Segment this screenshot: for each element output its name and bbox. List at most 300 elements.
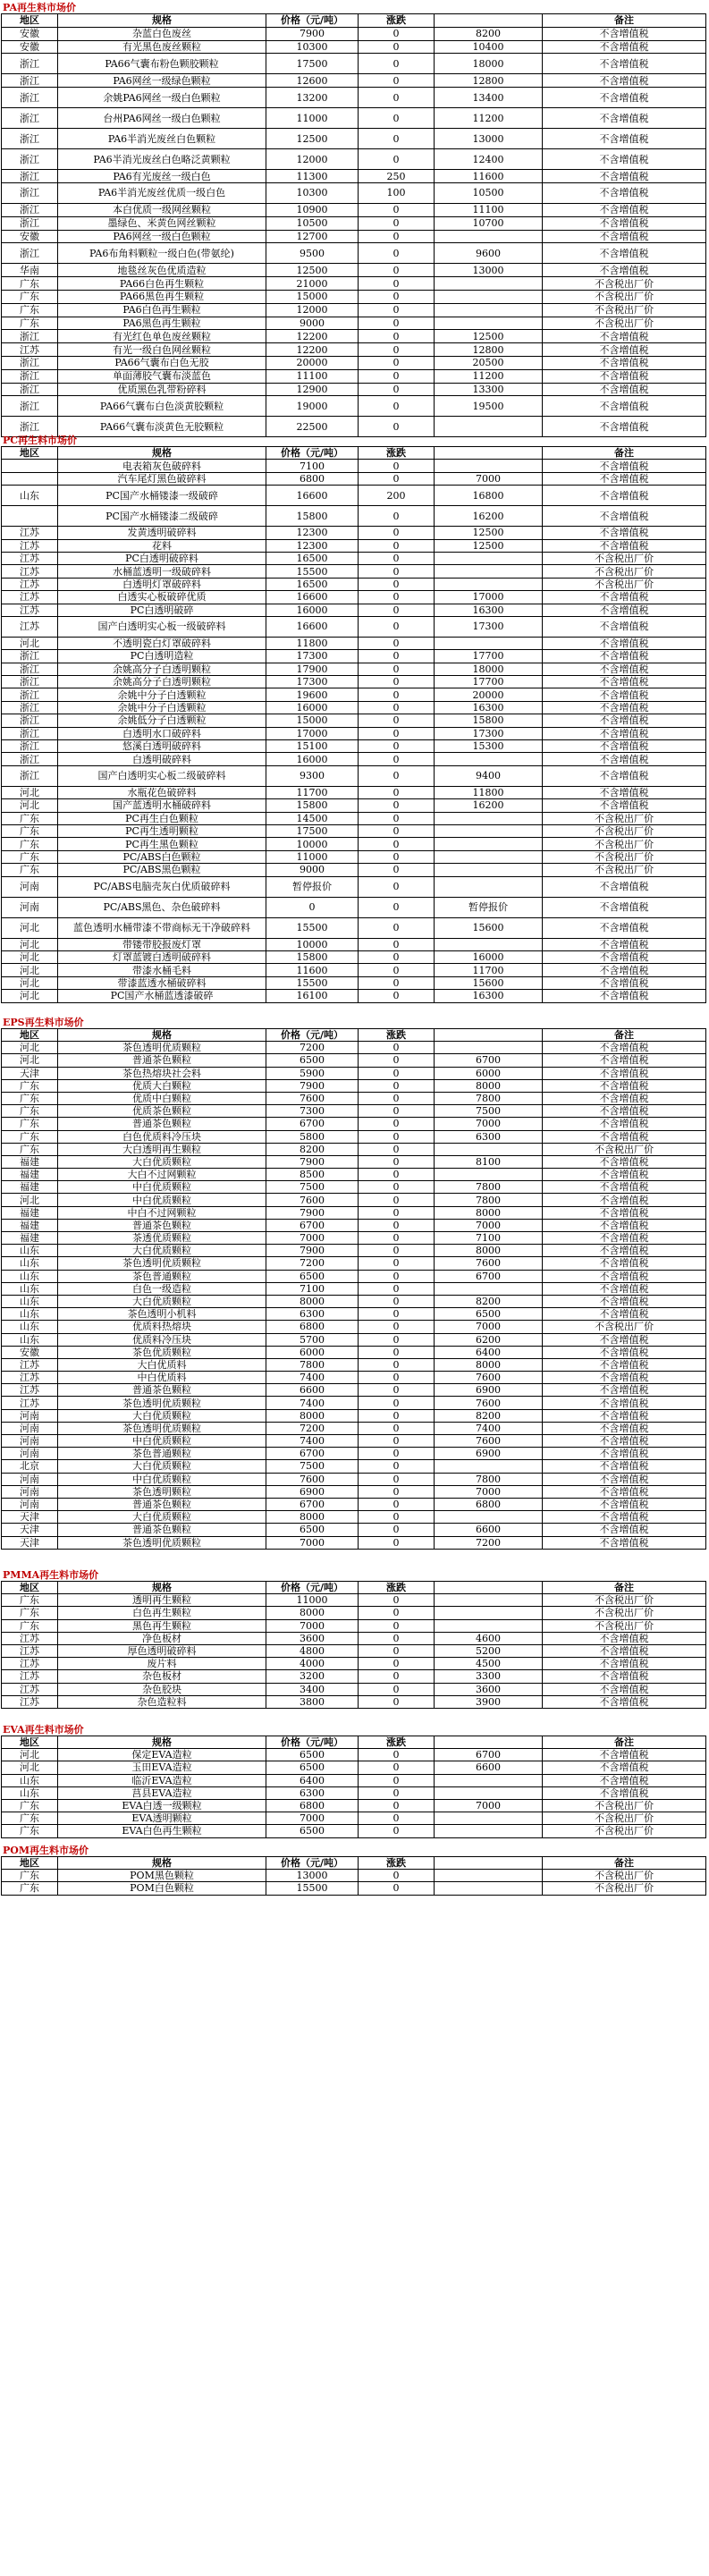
spec-cell: PA6布角料颗粒一级白色(带氨纶) [58, 243, 266, 264]
region-cell: 河南 [2, 1448, 58, 1460]
region-cell: 江苏 [2, 565, 58, 578]
remark-cell: 不含增值税 [543, 1658, 706, 1670]
spec-cell: EVA白透一级颗粒 [58, 1799, 266, 1812]
column-header [435, 1582, 543, 1594]
remark-cell: 不含增值税 [543, 1257, 706, 1270]
price-cell: 10000 [266, 838, 359, 850]
price-cell: 0 [266, 897, 359, 917]
table-row [2, 539, 706, 552]
price-high-cell: 16800 [435, 486, 543, 506]
table-row [2, 1882, 706, 1895]
table-row [2, 343, 706, 357]
price-cell: 15500 [266, 976, 359, 989]
change-cell: 0 [359, 799, 435, 812]
spec-cell: 墨绿色、米黄色网丝颗粒 [58, 216, 266, 230]
change-cell: 0 [359, 663, 435, 675]
price-high-cell: 16300 [435, 604, 543, 616]
price-high-cell [435, 1282, 543, 1295]
price-table [1, 1028, 706, 1550]
table-row [2, 1594, 706, 1607]
price-cell: 12700 [266, 230, 359, 243]
region-cell: 河南 [2, 876, 58, 897]
price-section [1, 1017, 704, 1550]
change-cell: 0 [359, 676, 435, 688]
remark-cell: 不含增值税 [543, 486, 706, 506]
remark-cell: 不含增值税 [543, 203, 706, 216]
change-cell: 0 [359, 714, 435, 727]
column-header: 备注 [543, 1029, 706, 1042]
change-cell: 0 [359, 343, 435, 357]
change-cell: 0 [359, 727, 435, 739]
price-high-cell: 3900 [435, 1695, 543, 1708]
price-high-cell [435, 578, 543, 590]
table-row [2, 54, 706, 74]
price-high-cell [435, 1607, 543, 1619]
change-cell: 0 [359, 1670, 435, 1683]
spec-cell: 厚色透明破碎料 [58, 1644, 266, 1657]
spec-cell: PC国产水桶蓝透漆破碎 [58, 990, 266, 1002]
price-high-cell [435, 1882, 543, 1895]
table-row [2, 1607, 706, 1619]
column-header: 规格 [58, 1736, 266, 1749]
remark-cell: 不含增值税 [543, 1422, 706, 1434]
price-high-cell: 13000 [435, 264, 543, 277]
remark-cell: 不含增值税 [543, 938, 706, 950]
price-cell: 13200 [266, 88, 359, 108]
table-row [2, 616, 706, 637]
remark-cell: 不含增值税 [543, 604, 706, 616]
remark-cell: 不含增值税 [543, 1092, 706, 1104]
price-cell: 3800 [266, 1695, 359, 1708]
price-cell: 11700 [266, 786, 359, 798]
price-table [1, 446, 706, 1003]
region-cell: 广东 [2, 317, 58, 330]
region-cell: 浙江 [2, 243, 58, 264]
change-cell: 0 [359, 1358, 435, 1371]
price-high-cell: 10700 [435, 216, 543, 230]
change-cell: 0 [359, 1105, 435, 1118]
price-cell: 22500 [266, 417, 359, 437]
price-cell: 7600 [266, 1092, 359, 1104]
change-cell: 250 [359, 170, 435, 183]
price-high-cell: 13400 [435, 88, 543, 108]
table-row [2, 565, 706, 578]
table-row [2, 688, 706, 701]
price-high-cell: 16000 [435, 950, 543, 963]
table-row [2, 1786, 706, 1799]
region-cell: 广东 [2, 1619, 58, 1632]
spec-cell: PA6白色再生颗粒 [58, 303, 266, 317]
column-header: 价格（元/吨） [266, 447, 359, 460]
price-high-cell: 7800 [435, 1473, 543, 1485]
change-cell: 0 [359, 317, 435, 330]
spec-cell: PA6半消光废丝白色颗粒 [58, 129, 266, 149]
change-cell: 0 [359, 1194, 435, 1206]
table-row [2, 976, 706, 989]
section-title: PMMA再生料市场价 [3, 1569, 99, 1581]
price-cell: 7400 [266, 1397, 359, 1409]
spec-cell: 有光一级白色网丝颗粒 [58, 343, 266, 357]
spec-cell: 中白优质颗粒 [58, 1473, 266, 1485]
spec-cell: 中白优质颗粒 [58, 1181, 266, 1194]
table-row [2, 990, 706, 1002]
column-header: 地区 [2, 1857, 58, 1870]
table-row [2, 129, 706, 149]
price-high-cell: 17700 [435, 676, 543, 688]
column-header: 涨跌 [359, 1029, 435, 1042]
table-row [2, 264, 706, 277]
region-cell: 福建 [2, 1232, 58, 1245]
remark-cell: 不含增值税 [543, 1372, 706, 1384]
change-cell: 0 [359, 938, 435, 950]
spec-cell: PC/ABS白色颗粒 [58, 850, 266, 863]
table-row [2, 290, 706, 303]
remark-cell: 不含增值税 [543, 330, 706, 343]
remark-cell: 不含增值税 [543, 170, 706, 183]
region-cell: 福建 [2, 1181, 58, 1194]
remark-cell: 不含增值税 [543, 637, 706, 649]
region-cell: 广东 [2, 1105, 58, 1118]
price-cell: 10300 [266, 40, 359, 54]
price-high-cell: 7600 [435, 1435, 543, 1448]
price-cell: 7900 [266, 1155, 359, 1168]
spec-cell: 大白优质料 [58, 1358, 266, 1371]
price-high-cell: 7800 [435, 1092, 543, 1104]
price-cell: 6500 [266, 1524, 359, 1536]
change-cell: 0 [359, 1683, 435, 1695]
region-cell: 河北 [2, 950, 58, 963]
remark-cell: 不含增值税 [543, 1632, 706, 1644]
price-cell: 7400 [266, 1372, 359, 1384]
region-cell: 河南 [2, 1473, 58, 1485]
table-row [2, 277, 706, 291]
spec-cell: 杂色胶块 [58, 1683, 266, 1695]
remark-cell: 不含增值税 [543, 1749, 706, 1761]
change-cell: 0 [359, 565, 435, 578]
section-title: EPS再生料市场价 [3, 1017, 84, 1028]
price-cell: 11100 [266, 369, 359, 383]
table-row [2, 88, 706, 108]
spec-cell: 茶色热熔块社会料 [58, 1067, 266, 1079]
table-row [2, 552, 706, 564]
region-cell: 河北 [2, 1054, 58, 1067]
price-cell: 6600 [266, 1384, 359, 1397]
table-row [2, 1812, 706, 1825]
column-header: 价格（元/吨） [266, 1582, 359, 1594]
table-row [2, 727, 706, 739]
region-cell: 河北 [2, 976, 58, 989]
spec-cell: POM黑色颗粒 [58, 1870, 266, 1882]
price-cell: 17900 [266, 663, 359, 675]
table-row [2, 1079, 706, 1092]
price-cell: 4000 [266, 1658, 359, 1670]
remark-cell: 不含税出厂价 [543, 1607, 706, 1619]
remark-cell: 不含增值税 [543, 876, 706, 897]
price-cell: 12500 [266, 264, 359, 277]
spec-cell: PA6网丝一级白色颗粒 [58, 230, 266, 243]
region-cell: 浙江 [2, 108, 58, 129]
spec-cell: 水桶蓝透明一级破碎料 [58, 565, 266, 578]
region-cell [2, 506, 58, 527]
price-high-cell: 6800 [435, 1498, 543, 1510]
spec-cell: 有光红色单色废丝颗粒 [58, 330, 266, 343]
spec-cell: PC/ABS电脑壳灰白优质破碎料 [58, 876, 266, 897]
spec-cell: 普通茶色颗粒 [58, 1219, 266, 1231]
price-high-cell [435, 290, 543, 303]
table-row [2, 74, 706, 88]
price-cell: 6800 [266, 472, 359, 485]
table-header-row [2, 1582, 706, 1594]
spec-cell: 杂蓝白色废丝 [58, 27, 266, 40]
price-high-cell: 18000 [435, 663, 543, 675]
region-cell: 天津 [2, 1524, 58, 1536]
price-cell: 6500 [266, 1825, 359, 1837]
region-cell: 河北 [2, 1749, 58, 1761]
remark-cell: 不含增值税 [543, 230, 706, 243]
change-cell: 0 [359, 1282, 435, 1295]
region-cell: 河北 [2, 917, 58, 938]
change-cell: 0 [359, 1594, 435, 1607]
price-cell: 17000 [266, 727, 359, 739]
price-high-cell: 13300 [435, 383, 543, 396]
table-header-row [2, 14, 706, 28]
region-cell: 浙江 [2, 369, 58, 383]
spec-cell: PC白透明造粒 [58, 650, 266, 663]
change-cell: 0 [359, 917, 435, 938]
change-cell: 0 [359, 897, 435, 917]
table-row [2, 950, 706, 963]
table-row [2, 330, 706, 343]
change-cell: 0 [359, 1257, 435, 1270]
price-cell: 12300 [266, 527, 359, 539]
remark-cell: 不含税出厂价 [543, 578, 706, 590]
spec-cell: 余姚低分子白透颗粒 [58, 714, 266, 727]
region-cell: 河北 [2, 1042, 58, 1054]
spec-cell: 白色一级造粒 [58, 1282, 266, 1295]
table-row [2, 604, 706, 616]
region-cell: 广东 [2, 850, 58, 863]
price-cell: 6400 [266, 1774, 359, 1786]
price-high-cell: 6000 [435, 1067, 543, 1079]
change-cell: 0 [359, 356, 435, 369]
region-cell: 安徽 [2, 1346, 58, 1358]
price-high-cell [435, 637, 543, 649]
price-high-cell: 8000 [435, 1079, 543, 1092]
price-high-cell [435, 824, 543, 837]
table-row [2, 740, 706, 753]
price-cell: 9500 [266, 243, 359, 264]
spec-cell: 茶色透明小机料 [58, 1308, 266, 1321]
region-cell: 广东 [2, 1607, 58, 1619]
region-cell: 江苏 [2, 1384, 58, 1397]
column-header [435, 1736, 543, 1749]
spec-cell: 茶色透明优质颗粒 [58, 1536, 266, 1549]
region-cell: 浙江 [2, 765, 58, 786]
price-high-cell [435, 938, 543, 950]
price-cell: 6700 [266, 1219, 359, 1231]
region-cell: 浙江 [2, 676, 58, 688]
change-cell: 0 [359, 552, 435, 564]
table-header-row [2, 447, 706, 460]
table-row [2, 753, 706, 765]
remark-cell: 不含增值税 [543, 396, 706, 417]
change-cell: 0 [359, 203, 435, 216]
table-row [2, 203, 706, 216]
remark-cell: 不含增值税 [543, 1435, 706, 1448]
column-header: 价格（元/吨） [266, 1736, 359, 1749]
price-cell: 8200 [266, 1143, 359, 1155]
region-cell: 广东 [2, 1079, 58, 1092]
price-cell: 11600 [266, 964, 359, 976]
remark-cell: 不含增值税 [543, 129, 706, 149]
price-cell: 13000 [266, 1870, 359, 1882]
price-high-cell: 17300 [435, 727, 543, 739]
price-cell: 12900 [266, 383, 359, 396]
price-cell: 8000 [266, 1409, 359, 1422]
spec-cell: PA6黑色再生颗粒 [58, 317, 266, 330]
price-high-cell: 6700 [435, 1749, 543, 1761]
spec-cell: 普通茶色颗粒 [58, 1524, 266, 1536]
remark-cell: 不含增值税 [543, 264, 706, 277]
spec-cell: PA66气囊布白色无胶 [58, 356, 266, 369]
price-cell: 11800 [266, 637, 359, 649]
region-cell: 江苏 [2, 616, 58, 637]
price-high-cell: 暂停报价 [435, 897, 543, 917]
table-row [2, 1632, 706, 1644]
region-cell: 河北 [2, 1761, 58, 1774]
table-row [2, 460, 706, 472]
spec-cell: 大白不过网颗粒 [58, 1169, 266, 1181]
price-cell: 7600 [266, 1194, 359, 1206]
change-cell: 0 [359, 1169, 435, 1181]
table-row [2, 578, 706, 590]
spec-cell: 余姚高分子白透明颗粒 [58, 663, 266, 675]
change-cell: 0 [359, 1130, 435, 1143]
price-high-cell [435, 838, 543, 850]
region-cell: 江苏 [2, 552, 58, 564]
region-cell: 江苏 [2, 539, 58, 552]
price-high-cell: 7200 [435, 1536, 543, 1549]
region-cell: 江苏 [2, 1670, 58, 1683]
region-cell: 江苏 [2, 1683, 58, 1695]
remark-cell: 不含增值税 [543, 917, 706, 938]
remark-cell: 不含税出厂价 [543, 303, 706, 317]
price-cell: 15800 [266, 950, 359, 963]
table-row [2, 1130, 706, 1143]
price-high-cell: 7800 [435, 1181, 543, 1194]
region-cell: 广东 [2, 290, 58, 303]
spec-cell: 大白优质颗粒 [58, 1511, 266, 1524]
change-cell: 0 [359, 1435, 435, 1448]
region-cell: 广东 [2, 824, 58, 837]
price-high-cell: 11600 [435, 170, 543, 183]
spec-cell: 余姚中分子白透颗粒 [58, 701, 266, 714]
price-high-cell: 9400 [435, 765, 543, 786]
region-cell: 福建 [2, 1206, 58, 1219]
region-cell: 广东 [2, 1882, 58, 1895]
table-row [2, 108, 706, 129]
remark-cell: 不含增值税 [543, 1397, 706, 1409]
spec-cell: 普通茶色颗粒 [58, 1384, 266, 1397]
table-row [2, 527, 706, 539]
column-header: 涨跌 [359, 1582, 435, 1594]
region-cell: 天津 [2, 1511, 58, 1524]
table-row [2, 1358, 706, 1371]
price-cell: 12200 [266, 330, 359, 343]
spec-cell: 余姚中分子白透颗粒 [58, 688, 266, 701]
region-cell: 浙江 [2, 650, 58, 663]
price-cell: 15500 [266, 565, 359, 578]
price-high-cell: 7000 [435, 1799, 543, 1812]
change-cell: 0 [359, 54, 435, 74]
column-header: 地区 [2, 1582, 58, 1594]
spec-cell: 临沂EVA造粒 [58, 1774, 266, 1786]
change-cell: 0 [359, 369, 435, 383]
spec-cell: 茶色普通颗粒 [58, 1448, 266, 1460]
remark-cell: 不含增值税 [543, 460, 706, 472]
region-cell: 河南 [2, 1409, 58, 1422]
price-cell: 12600 [266, 74, 359, 88]
spec-cell: 花料 [58, 539, 266, 552]
price-cell: 16600 [266, 591, 359, 604]
spec-cell: 单面薄胶气囊布淡蓝色 [58, 369, 266, 383]
spec-cell: 大白优质颗粒 [58, 1460, 266, 1473]
spec-cell: PC/ABS黑色颗粒 [58, 864, 266, 876]
table-row [2, 786, 706, 798]
spec-cell: PA6半消光废丝优质一级白色 [58, 182, 266, 203]
price-high-cell [435, 1460, 543, 1473]
price-cell: 8000 [266, 1295, 359, 1307]
price-high-cell [435, 317, 543, 330]
change-cell: 0 [359, 950, 435, 963]
table-row [2, 1644, 706, 1657]
spec-cell: 优质料热熔块 [58, 1321, 266, 1333]
price-high-cell: 7000 [435, 1321, 543, 1333]
spec-cell: 水瓶花色破碎料 [58, 786, 266, 798]
region-cell: 北京 [2, 1460, 58, 1473]
change-cell: 0 [359, 383, 435, 396]
column-header: 备注 [543, 14, 706, 28]
remark-cell: 不含增值税 [543, 1079, 706, 1092]
change-cell: 0 [359, 1870, 435, 1882]
price-cell: 5700 [266, 1333, 359, 1346]
region-cell: 山东 [2, 1270, 58, 1282]
change-cell: 0 [359, 1536, 435, 1549]
price-cell: 6300 [266, 1786, 359, 1799]
region-cell: 浙江 [2, 740, 58, 753]
price-cell: 5900 [266, 1067, 359, 1079]
column-header [435, 1857, 543, 1870]
table-row [2, 650, 706, 663]
remark-cell: 不含增值税 [543, 1295, 706, 1307]
change-cell: 0 [359, 1632, 435, 1644]
price-cell: 12200 [266, 343, 359, 357]
change-cell: 0 [359, 964, 435, 976]
spec-cell: 大白透明再生颗粒 [58, 1143, 266, 1155]
price-cell: 15000 [266, 290, 359, 303]
table-row [2, 486, 706, 506]
price-cell: 6300 [266, 1308, 359, 1321]
region-cell: 安徽 [2, 27, 58, 40]
remark-cell: 不含增值税 [543, 54, 706, 74]
region-cell: 江苏 [2, 343, 58, 357]
price-table [1, 1736, 706, 1838]
change-cell: 0 [359, 1372, 435, 1384]
column-header: 涨跌 [359, 1736, 435, 1749]
table-row [2, 1194, 706, 1206]
column-header: 涨跌 [359, 447, 435, 460]
region-cell: 广东 [2, 1143, 58, 1155]
